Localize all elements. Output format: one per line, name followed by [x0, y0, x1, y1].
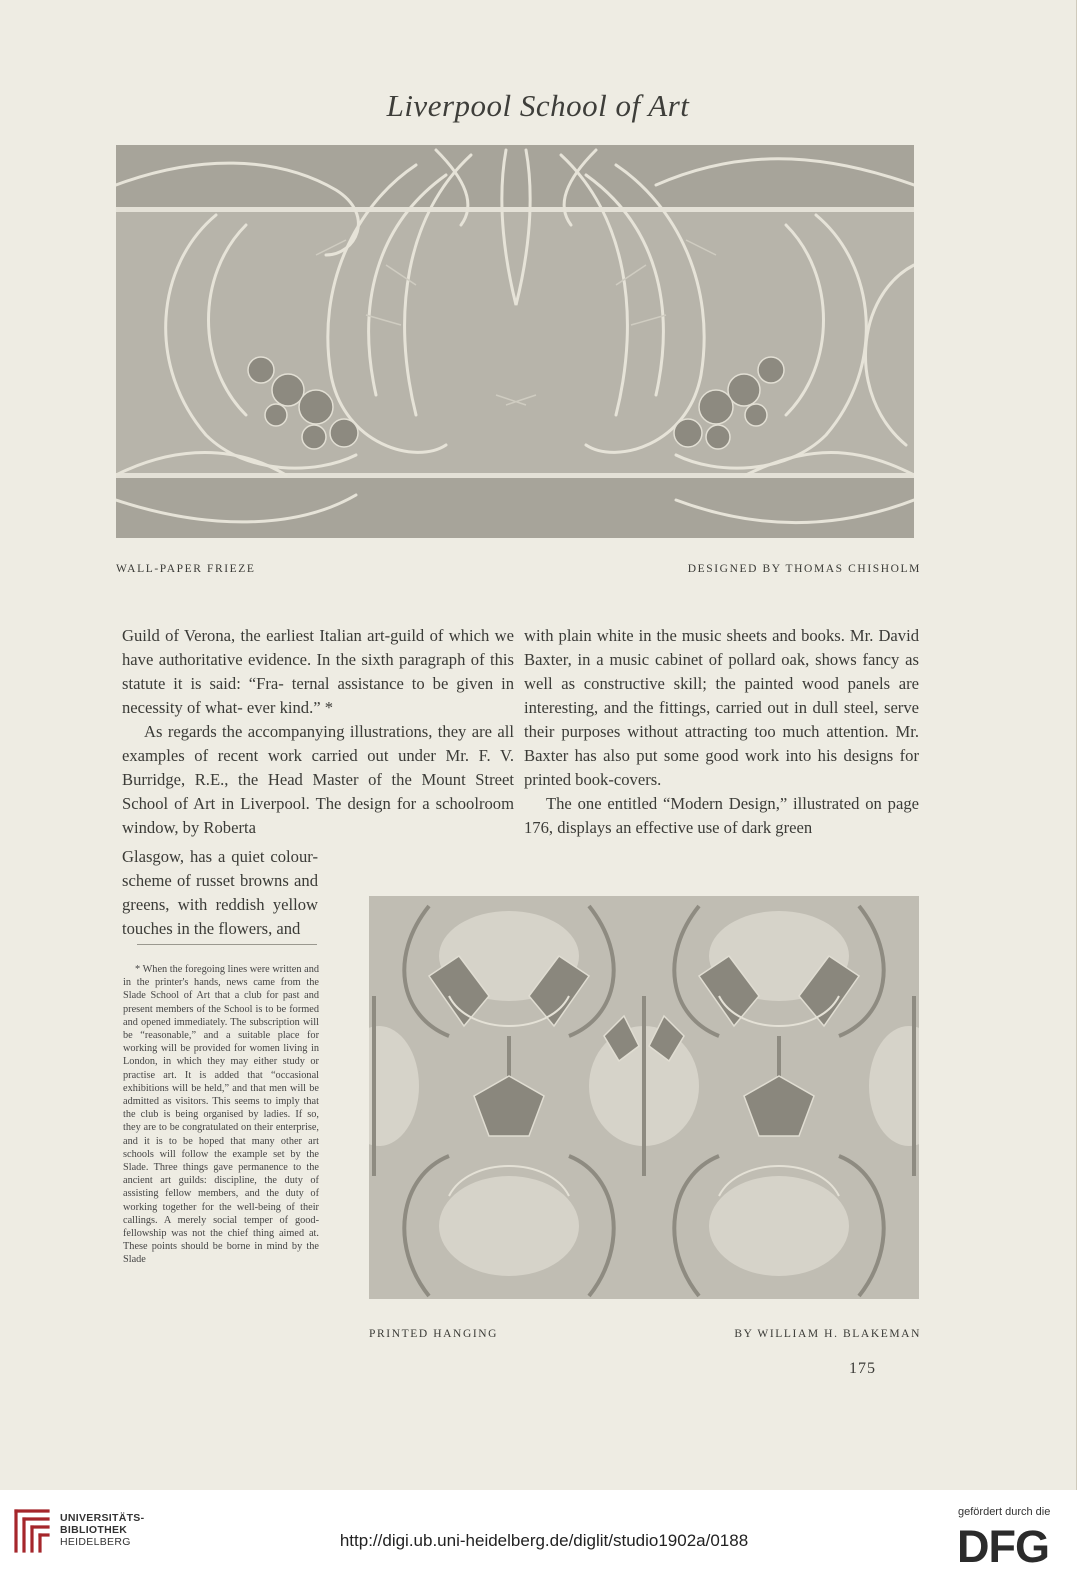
hanging-illustration [369, 896, 919, 1299]
text-line: and the fittings, carried out in dull steel, serve [603, 698, 919, 717]
permalink-url[interactable]: http://digi.ub.uni-heidelberg.de/diglit/studio1902a/0188 [339, 1531, 749, 1550]
frieze-illustration [116, 145, 914, 538]
text-line: design for a schoolroom window, by Roberta [122, 794, 514, 837]
text-line: greens, with reddish yellow [122, 895, 318, 914]
text-line: Mr. David Baxter, in a music cabinet of [524, 626, 919, 669]
text-line: Mr. F. V. Burridge, R.E., the Head Master of the [122, 746, 514, 789]
text-line: ever kind.” * [246, 698, 334, 717]
text-line: their purposes without attracting too much [524, 722, 820, 741]
left-column-narrow [122, 845, 318, 941]
footnote: * When the foregoing lines were written and in the printer's hands, news came from the Slade School of Art that a club for past and present members of the School is to be formed and opened immediately. The subscription will be “reasonable,” and a suitable place for working will be provided for women living in London, in which they may either study or practise art. It is added that “occasional exhibitions will be held,” and that men will be admitted as visitors. This seems to imply that the club is being organised by ladies. If so, they are to be congratulated on their enterprise, and it is to be hoped that many other art schools will follow the example set by the Slade. Three things gave permanence to the ancient art guilds: discipline, the duty of assisting fellow members, and the duty of working together for the well-being of their callings. A merely social temper of good-fellowship was not the chief thing aimed at. These points should be borne in mind by the Slade [123, 964, 319, 1266]
frieze-artwork [116, 145, 914, 538]
text-line: page 176, displays an effective use of dark green [524, 794, 919, 837]
library-name-line: BIBLIOTHEK [60, 1524, 128, 1536]
frieze-caption-right: DESIGNED BY THOMAS CHISHOLM [687, 563, 921, 575]
text-line: Glasgow, has a quiet colour- [122, 847, 318, 866]
hanging-caption-left: PRINTED HANGING [369, 1328, 499, 1340]
text-line: sixth paragraph of this statute it is said: “Fra- [122, 650, 514, 693]
footnote-rule [137, 944, 317, 945]
text-line: are all examples of recent work carried out under [122, 722, 515, 765]
left-paragraph-1 [122, 624, 514, 720]
left-paragraph-2 [122, 720, 514, 840]
text-line: pollard oak, shows fancy as well as constructive [524, 650, 919, 693]
hanging-artwork [369, 896, 919, 1299]
text-line: touches in the flowers, and [122, 919, 301, 938]
text-line: As regards the accompanying illustrations, they [144, 722, 467, 741]
text-line: attention. Mr. Baxter has also put some good [524, 722, 920, 765]
left-paragraph-2-continued [122, 845, 318, 941]
text-line: Mount Street School of Art in Liverpool. The [122, 770, 514, 813]
frieze-caption-left: WALL-PAPER FRIEZE [116, 563, 256, 575]
library-name-line: UNIVERSITÄTS- [60, 1512, 145, 1524]
text-line: ternal assistance to be given in necessity of what- [122, 674, 514, 717]
hanging-caption-right: BY WILLIAM H. BLAKEMAN [734, 1328, 921, 1340]
left-column [122, 624, 514, 840]
text-line: scheme of russet browns and [122, 871, 318, 890]
right-paragraph-1 [524, 624, 919, 792]
right-column [524, 624, 919, 840]
text-line: work into his designs for printed book-covers. [524, 746, 919, 789]
text-line: The one entitled “Modern Design,” illustrated on [546, 794, 882, 813]
page-number: 175 [849, 1360, 876, 1377]
dfg-logo: DFG [957, 1521, 1049, 1572]
text-line: which we have authoritative evidence. In the [122, 626, 514, 669]
text-line: with plain white in the music sheets and books. [524, 626, 845, 645]
funded-by-label: gefördert durch die [958, 1506, 1051, 1518]
library-name-line: HEIDELBERG [60, 1536, 131, 1548]
right-paragraph-2 [524, 792, 919, 840]
running-head: Liverpool School of Art [386, 88, 690, 123]
text-line: Guild of Verona, the earliest Italian art-guild of [122, 626, 444, 645]
text-line: skill; the painted wood panels are interesting, [524, 674, 919, 717]
